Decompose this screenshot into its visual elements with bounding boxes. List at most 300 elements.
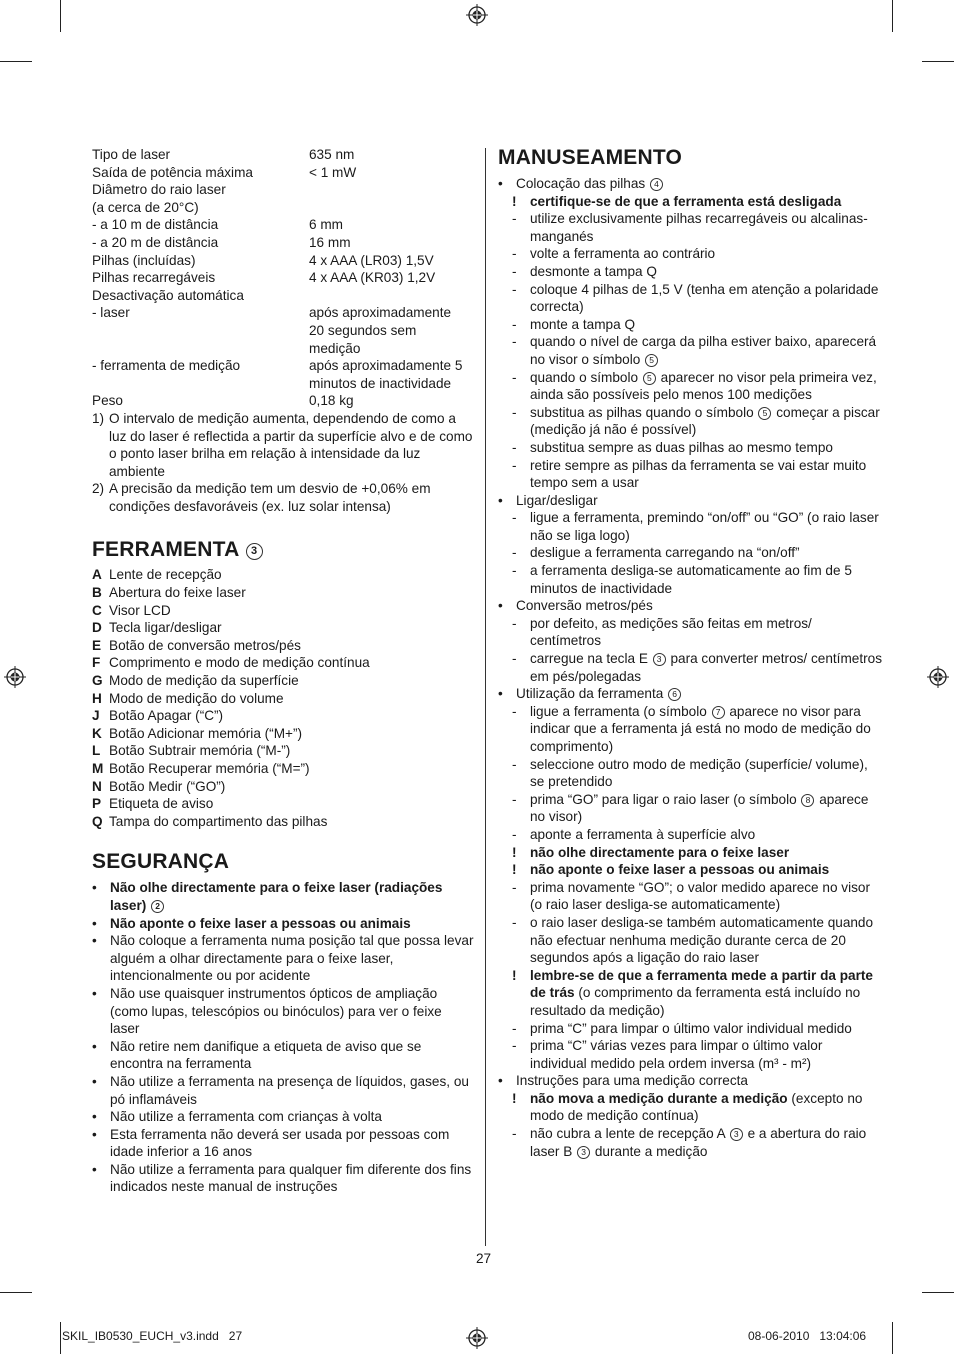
handling-section-title (516, 685, 882, 703)
dash-marker: - (512, 211, 517, 227)
part-name: Visor LCD (109, 602, 171, 618)
instruction-item (498, 210, 882, 245)
bullet-icon: • (92, 933, 97, 949)
instruction-item (498, 316, 882, 334)
safety-item (92, 879, 474, 914)
part-item (92, 654, 474, 672)
part-item (92, 584, 474, 602)
instruction-item (498, 756, 882, 791)
spec-value (309, 287, 469, 305)
spec-row (92, 146, 474, 164)
instruction-item (498, 333, 882, 368)
dash-marker: - (512, 457, 517, 473)
instruction-text-pre: carregue na tecla E (530, 651, 648, 667)
instruction-text-content: começar a piscar (medição já não é possível) (530, 404, 880, 438)
instruction-item (498, 879, 882, 914)
crop-mark (922, 61, 954, 62)
spec-row (92, 199, 474, 217)
instruction-text-content: volte a ferramenta ao contrário (530, 246, 716, 262)
part-name: Botão Medir (“GO”) (109, 778, 226, 794)
instruction-text (530, 439, 882, 457)
instruction-text (530, 369, 882, 404)
instruction-item (498, 439, 882, 457)
dash-marker: - (512, 246, 517, 262)
dash-marker: - (512, 914, 517, 930)
instruction-text-pre: prima “GO” para ligar o raio laser (o símbolo (530, 791, 797, 807)
crop-mark (892, 1322, 893, 1354)
instruction-item (498, 826, 882, 844)
instruction-text (530, 333, 882, 368)
safety-text (110, 932, 474, 985)
spec-value (309, 181, 469, 199)
spec-label: Tipo de laser (92, 147, 171, 162)
instruction-text-content: substitua sempre as duas pilhas ao mesmo tempo (530, 439, 833, 455)
warning-icon: ! (512, 1090, 517, 1106)
column-divider (485, 148, 486, 1246)
part-letter: E (92, 637, 102, 653)
instruction-text-content: (o comprimento da ferramenta está incluído no resultado da medição) (530, 985, 861, 1018)
instruction-item (498, 263, 882, 281)
spec-label: Pilhas (incluídas) (92, 252, 196, 268)
spec-table (92, 146, 474, 410)
spec-label: - ferramenta de medição (92, 358, 241, 374)
instruction-text (530, 861, 882, 879)
crop-mark (922, 1292, 954, 1293)
spec-row (92, 287, 474, 305)
instruction-text-content: aparece no visor) (530, 791, 869, 825)
instruction-text (530, 844, 882, 862)
figure-ref-icon: 7 (712, 706, 725, 719)
warning-icon: ! (512, 193, 517, 209)
instruction-item (498, 650, 882, 685)
dash-marker: - (512, 545, 517, 561)
instruction-item (498, 791, 882, 826)
figure-ref-icon: 8 (801, 794, 814, 807)
spec-row (92, 357, 474, 392)
instruction-text (530, 210, 882, 245)
spec-label: Peso (92, 393, 123, 409)
part-item (92, 725, 474, 743)
part-name: Lente de recepção (109, 567, 222, 583)
dash-marker: - (512, 281, 517, 297)
instruction-item (498, 1020, 882, 1038)
parts-list (92, 566, 474, 830)
spec-value: 0,18 kg (309, 393, 354, 409)
safety-item (92, 1108, 474, 1126)
dash-marker: - (512, 703, 517, 719)
registration-mark-icon (4, 666, 26, 688)
safety-list (92, 879, 474, 1196)
spec-value: < 1 mW (309, 164, 357, 180)
bullet-icon: • (92, 915, 97, 931)
instruction-text-content: durante a medição (594, 1143, 708, 1159)
instruction-text (530, 281, 882, 316)
dash-marker: - (512, 369, 517, 385)
instruction-text-content: aparece no visor para indicar que a ferramenta já está no modo de medição do comprimento) (530, 703, 871, 754)
instruction-text (530, 193, 882, 211)
instruction-text (530, 316, 882, 334)
handling-section-label: Ligar/desligar (516, 492, 598, 508)
safety-text (110, 1126, 474, 1161)
handling-section (498, 597, 882, 615)
warning-item (498, 861, 882, 879)
dash-marker: - (512, 791, 517, 807)
part-name: Tecla ligar/desligar (109, 620, 222, 636)
spec-label: Pilhas recarregáveis (92, 270, 216, 286)
part-letter: L (92, 743, 101, 759)
part-letter: D (92, 620, 102, 636)
instruction-text (530, 826, 882, 844)
safety-item (92, 1038, 474, 1073)
footer-timestamp: 08-06-2010 13:04:06 (748, 1329, 867, 1343)
crop-mark (892, 0, 893, 32)
instruction-text (530, 562, 882, 597)
instruction-text-pre: ligue a ferramenta (o símbolo (530, 703, 707, 719)
dash-marker: - (512, 510, 517, 526)
dash-marker: - (512, 826, 517, 842)
spec-row (92, 304, 474, 357)
footer-file-info: SKIL_IB0530_EUCH_v3.indd 27 (62, 1329, 243, 1343)
safety-text (110, 1108, 474, 1126)
instruction-text-content: quando o nível de carga da pilha estiver baixo, aparecerá no visor o símbolo (530, 334, 877, 367)
warning-icon: ! (512, 862, 517, 878)
footnote-text: O intervalo de medição aumenta, dependendo de como a luz do laser é reflectida a partir da superfície alvo e de como o ponto laser brilha em relação à intensidade da luz ambiente (109, 410, 473, 479)
bullet-icon: • (92, 880, 97, 896)
spec-row (92, 164, 474, 182)
instruction-item (498, 245, 882, 263)
instruction-text-content: utilize exclusivamente pilhas recarregáveis ou alcalinas-manganés (530, 211, 868, 244)
safety-text (110, 1161, 474, 1196)
figure-ref-icon: 6 (668, 688, 681, 701)
footnote (92, 410, 474, 480)
safety-text-content: Não olhe directamente para o feixe laser (radiações laser) (110, 880, 443, 913)
spec-label: Saída de potência máxima (92, 164, 253, 180)
dash-marker: - (512, 1038, 517, 1054)
instruction-text (530, 756, 882, 791)
instruction-item (498, 281, 882, 316)
crop-mark (60, 1322, 61, 1354)
part-name: Botão Subtrair memória (“M-”) (109, 743, 291, 759)
instruction-item (498, 914, 882, 967)
part-letter: K (92, 725, 102, 741)
dash-marker: - (512, 879, 517, 895)
dash-marker: - (512, 756, 517, 772)
part-name: Botão Recuperar memória (“M=”) (109, 761, 310, 776)
bullet-icon: • (92, 1038, 97, 1054)
part-letter: C (92, 602, 102, 618)
part-letter: A (92, 567, 102, 583)
part-item (92, 795, 474, 813)
page-number: 27 (476, 1251, 492, 1266)
instruction-item (498, 703, 882, 756)
bullet-icon: • (92, 1073, 97, 1089)
instruction-text (530, 404, 882, 439)
spec-row (92, 252, 474, 270)
instruction-text (530, 1125, 882, 1160)
section-title-ferramenta: FERRAMENTA 3 (92, 538, 474, 562)
part-name: Tampa do compartimento das pilhas (109, 813, 328, 829)
handling-list (498, 175, 882, 1160)
part-name: Comprimento e modo de medição contínua (109, 655, 370, 671)
warning-item (498, 967, 882, 1020)
bullet-icon: • (92, 1126, 97, 1142)
safety-item (92, 1161, 474, 1196)
part-letter: M (92, 761, 104, 776)
bullet-icon: • (498, 686, 503, 702)
dash-marker: - (512, 263, 517, 279)
instruction-item (498, 544, 882, 562)
instruction-text-content: não olhe directamente para o feixe laser (530, 844, 790, 860)
figure-ref-icon: 2 (151, 900, 164, 913)
handling-section-label: Utilização da ferramenta (516, 686, 664, 702)
safety-text (110, 1073, 474, 1108)
footnote (92, 480, 474, 515)
instruction-item (498, 1037, 882, 1072)
spec-value: 6 mm (309, 217, 343, 233)
part-letter: J (92, 708, 100, 724)
part-name: Abertura do feixe laser (109, 585, 246, 601)
dash-marker: - (512, 404, 517, 420)
part-item (92, 619, 474, 637)
safety-text-content: Não utilize a ferramenta na presença de líquidos, gases, ou pó inflamáveis (110, 1073, 469, 1107)
instruction-text-pre: quando o símbolo (530, 369, 639, 385)
footnote-number: 1) (92, 410, 105, 426)
instruction-text (530, 879, 882, 914)
spec-row (92, 216, 474, 234)
handling-section-label: Colocação das pilhas (516, 176, 646, 191)
safety-item (92, 1126, 474, 1161)
instruction-text (530, 791, 882, 826)
bullet-icon: • (92, 985, 97, 1001)
part-item (92, 602, 474, 620)
instruction-item (498, 562, 882, 597)
safety-text-content: Não utilize a ferramenta com crianças à volta (110, 1109, 382, 1125)
instruction-text (530, 703, 882, 756)
figure-ref-icon: 5 (643, 372, 656, 385)
instruction-text-mid: e a abertura do raio laser B (530, 1126, 867, 1159)
instruction-text-pre: substitua as pilhas quando o símbolo (530, 404, 754, 420)
registration-mark-icon (466, 1327, 488, 1349)
left-column (92, 146, 474, 1196)
safety-text (110, 915, 474, 933)
safety-text-content: Não aponte o feixe laser a pessoas ou animais (110, 915, 411, 931)
instruction-text (530, 1037, 882, 1072)
bullet-icon: • (498, 598, 503, 614)
instruction-text (530, 544, 882, 562)
warning-item (498, 844, 882, 862)
instruction-text-content: ligue a ferramenta, premindo “on/off” ou “GO” (o raio laser não se liga logo) (530, 510, 879, 543)
figure-ref-icon: 3 (653, 653, 666, 666)
instruction-text-content: coloque 4 pilhas de 1,5 V (tenha em atenção a polaridade correcta) (530, 281, 879, 315)
instruction-text-content: certifique-se de que a ferramenta está desligada (530, 193, 842, 209)
handling-section-title (516, 175, 882, 193)
dash-marker: - (512, 439, 517, 455)
handling-section-label: Conversão metros/pés (516, 598, 653, 614)
part-name: Etiqueta de aviso (109, 796, 214, 812)
right-column (498, 146, 882, 1160)
section-title-manuseamento: MANUSEAMENTO (498, 146, 683, 169)
spec-label: - a 10 m de distância (92, 217, 219, 233)
safety-text (110, 985, 474, 1038)
instruction-text-content: aparecer no visor pela primeira vez, ainda são possíveis pelo menos 100 medições (530, 369, 877, 403)
instruction-text (530, 1020, 882, 1038)
safety-text-content: Não coloque a ferramenta numa posição tal que possa levar alguém a olhar directamente para o feixe laser, intencionalmente ou por acidente (110, 933, 474, 984)
part-item (92, 672, 474, 690)
spec-label: Diâmetro do raio laser (92, 182, 226, 198)
part-item (92, 760, 474, 778)
instruction-text-content: retire sempre as pilhas da ferramenta se vai estar muito tempo sem a usar (530, 457, 867, 491)
part-letter: H (92, 690, 102, 706)
safety-text-content: Não utilize a ferramenta para qualquer fim diferente dos fins indicados neste manual de instruções (110, 1161, 472, 1195)
part-item (92, 566, 474, 584)
part-name: Botão Apagar (“C”) (109, 708, 224, 724)
instruction-text-pre: não cubra a lente de recepção A (530, 1126, 725, 1142)
registration-mark-icon (466, 4, 488, 26)
part-item (92, 637, 474, 655)
safety-item (92, 932, 474, 985)
part-name: Modo de medição do volume (109, 690, 284, 706)
safety-text (110, 879, 474, 914)
crop-mark (0, 61, 32, 62)
instruction-text-bold: não mova a medição durante a medição (530, 1090, 788, 1106)
dash-marker: - (512, 334, 517, 350)
spec-value: após aproximadamente 5 minutos de inactividade (309, 358, 463, 391)
warning-item (498, 193, 882, 211)
bullet-icon: • (92, 1109, 97, 1125)
spec-label: - a 20 m de distância (92, 234, 219, 250)
figure-ref-icon: 5 (758, 407, 771, 420)
part-name: Modo de medição da superfície (109, 673, 299, 689)
safety-item (92, 1073, 474, 1108)
spec-label: - laser (92, 305, 130, 321)
handling-section (498, 492, 882, 510)
instruction-text (530, 1090, 882, 1125)
spec-value: 4 x AAA (LR03) 1,5V (309, 252, 434, 268)
instruction-text-content: prima novamente “GO”; o valor medido aparece no visor (o raio laser desliga-se automaticamente) (530, 879, 870, 913)
part-letter: F (92, 655, 101, 671)
instruction-item (498, 369, 882, 404)
spec-label: (a cerca de 20°C) (92, 199, 199, 215)
spec-label: Desactivação automática (92, 287, 244, 303)
safety-item (92, 915, 474, 933)
dash-marker: - (512, 316, 517, 332)
part-letter: Q (92, 813, 103, 829)
part-name: Botão de conversão metros/pés (109, 637, 301, 653)
figure-ref-icon: 3 (246, 543, 263, 560)
handling-section-title (516, 1072, 882, 1090)
instruction-text (530, 245, 882, 263)
part-letter: P (92, 796, 102, 812)
section-title-seguranca: SEGURANÇA (92, 850, 230, 874)
figure-ref-icon: 4 (650, 178, 663, 191)
dash-marker: - (512, 651, 517, 667)
instruction-text-content: a ferramenta desliga-se automaticamente ao fim de 5 minutos de inactividade (530, 563, 852, 596)
part-item (92, 707, 474, 725)
safety-text-content: Não use quaisquer instrumentos ópticos de ampliação (como lupas, telescópios ou binóculos) para ver o feixe laser (110, 985, 442, 1037)
bullet-icon: • (498, 1073, 503, 1089)
instruction-text-content: para converter metros/ centímetros em pés/polegadas (530, 651, 882, 684)
instruction-text-content: monte a tampa Q (530, 316, 636, 332)
footnotes (92, 410, 474, 516)
instruction-item (498, 1125, 882, 1160)
instruction-text (530, 967, 882, 1020)
instruction-text (530, 263, 882, 281)
warning-icon: ! (512, 844, 517, 860)
footnote-text: A precisão da medição tem um desvio de +0,06% em condições desfavoráveis (ex. luz solar intensa) (109, 481, 431, 514)
part-item (92, 813, 474, 831)
registration-mark-icon (927, 666, 949, 688)
figure-ref-icon: 5 (645, 354, 658, 367)
footnote-number: 2) (92, 481, 105, 497)
instruction-text-content: desmonte a tampa Q (530, 263, 657, 279)
spec-row (92, 392, 474, 410)
crop-mark (60, 0, 61, 32)
part-letter: N (92, 778, 102, 794)
instruction-text (530, 457, 882, 492)
dash-marker: - (512, 1126, 517, 1142)
dash-marker: - (512, 563, 517, 579)
spec-value: após aproximadamente 20 segundos sem medição (309, 305, 452, 356)
dash-marker: - (512, 1020, 517, 1036)
safety-text-content: Não retire nem danifique a etiqueta de aviso que se encontra na ferramenta (110, 1038, 422, 1072)
handling-section-title (516, 597, 882, 615)
warning-icon: ! (512, 967, 517, 983)
part-item (92, 742, 474, 760)
instruction-text (530, 650, 882, 685)
handling-section (498, 685, 882, 703)
spec-value: 635 nm (309, 147, 355, 162)
spec-row (92, 269, 474, 287)
instruction-text-content: prima “C” várias vezes para limpar o último valor individual medido pela ordem inversa (m³ - m²) (530, 1038, 823, 1071)
part-name: Botão Adicionar memória (“M+”) (109, 725, 303, 741)
instruction-text-content: (excepto no modo de medição contínua) (530, 1090, 863, 1124)
crop-mark (0, 1292, 32, 1293)
instruction-item (498, 509, 882, 544)
spec-value (309, 199, 469, 217)
spec-value: 16 mm (309, 234, 351, 250)
spec-value: 4 x AAA (KR03) 1,2V (309, 270, 436, 286)
handling-section-label: Instruções para uma medição correcta (516, 1073, 748, 1089)
part-letter: G (92, 673, 103, 689)
figure-ref-icon: 3 (577, 1146, 590, 1159)
instruction-text-content: não aponte o feixe laser a pessoas ou animais (530, 862, 830, 878)
instruction-text-content: por defeito, as medições são feitas em metros/ centímetros (530, 615, 812, 649)
instruction-text-bold: lembre-se de que a ferramenta mede a partir da parte de trás (530, 967, 873, 1001)
handling-section-title (516, 492, 882, 510)
instruction-text (530, 509, 882, 544)
instruction-text-content: desligue a ferramenta carregando na “on/off” (530, 545, 800, 561)
handling-section (498, 1072, 882, 1090)
instruction-text-content: seleccione outro modo de medição (superfície/ volume), se pretendido (530, 756, 868, 790)
bullet-icon: • (498, 176, 503, 191)
instruction-text (530, 615, 882, 650)
instruction-item (498, 615, 882, 650)
safety-text-content: Esta ferramenta não deverá ser usada por pessoas com idade inferior a 16 anos (110, 1126, 450, 1160)
figure-ref-icon: 3 (730, 1128, 743, 1141)
bullet-icon: • (92, 1161, 97, 1177)
handling-section (498, 175, 882, 193)
instruction-text-content: aponte a ferramenta à superfície alvo (530, 826, 756, 842)
safety-text (110, 1038, 474, 1073)
instruction-text-content: prima “C” para limpar o último valor individual medido (530, 1020, 852, 1036)
part-letter: B (92, 585, 102, 601)
instruction-text (530, 914, 882, 967)
spec-row (92, 181, 474, 199)
instruction-item (498, 457, 882, 492)
bullet-icon: • (498, 492, 503, 508)
instruction-item (498, 404, 882, 439)
dash-marker: - (512, 615, 517, 631)
